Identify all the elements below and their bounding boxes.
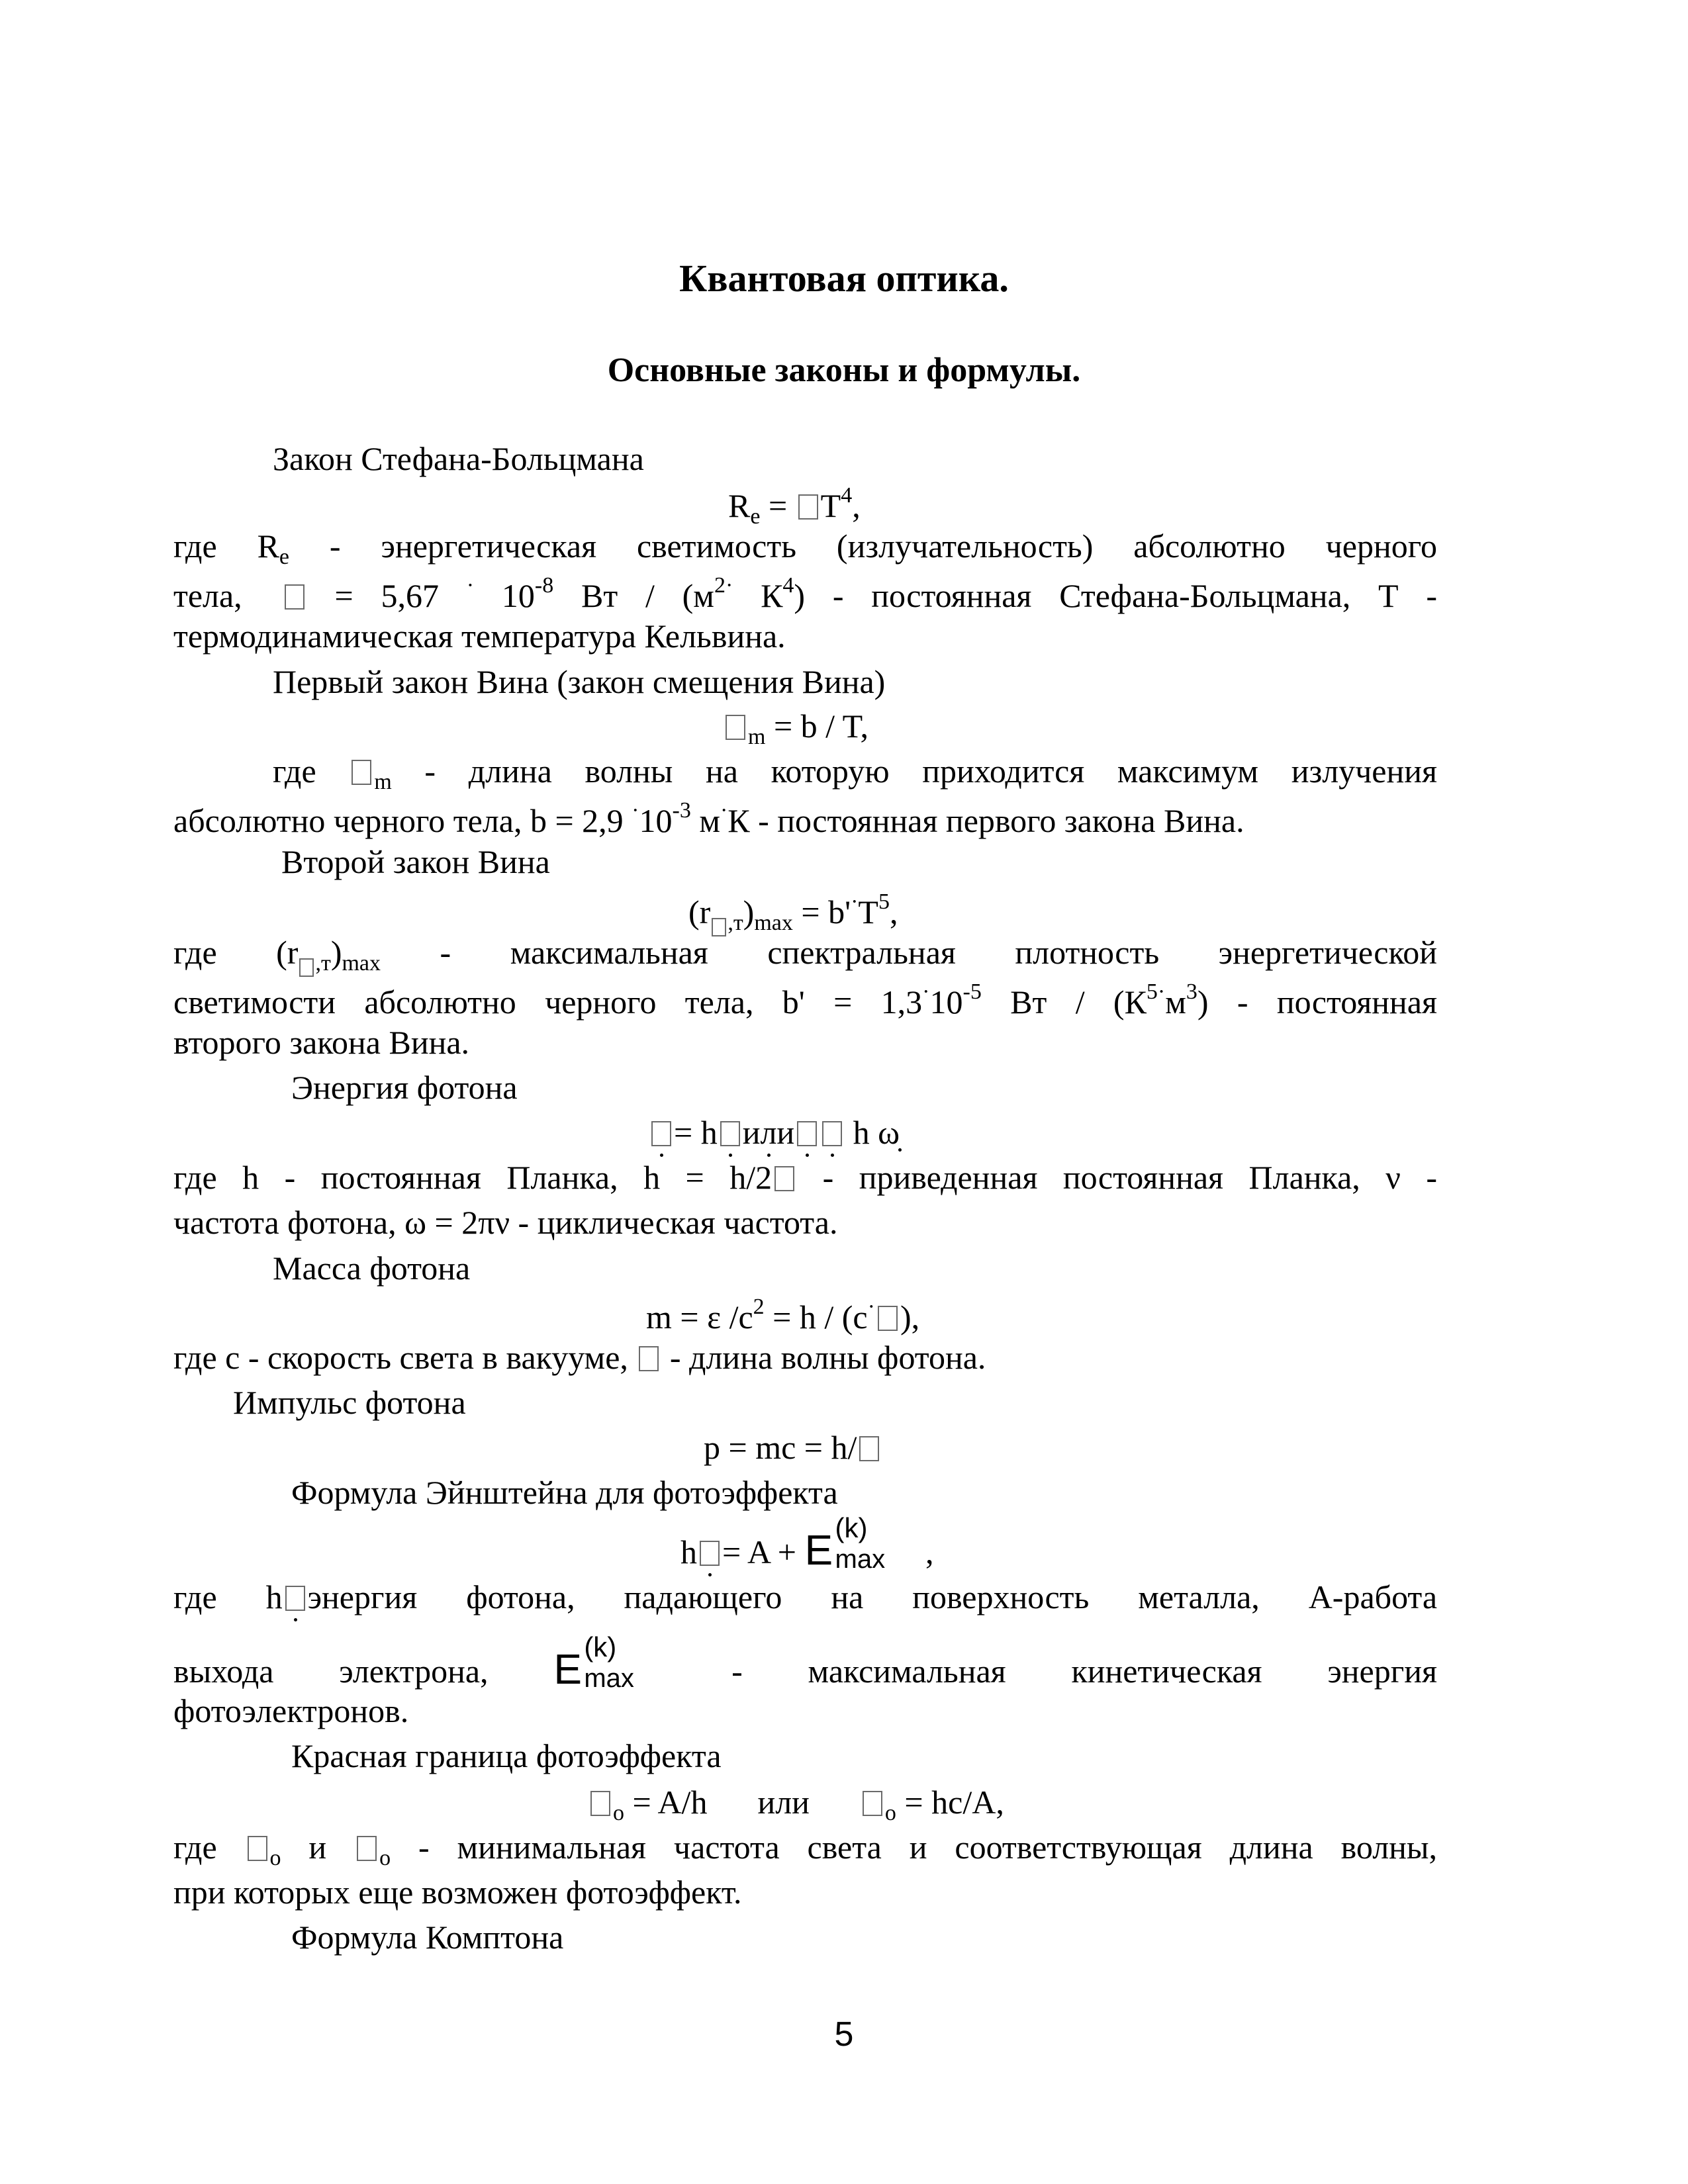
formula-photon-energy: = h или h ω [649, 1116, 900, 1149]
law-compton-name: Формула Комптона [291, 1919, 564, 1956]
law-wien-second-name: Второй закон Вина [281, 843, 550, 880]
missing-glyph-nu [700, 1541, 720, 1566]
paragraph-line: тела, = 5,67 · $10^{-8}$ Вт / ($м^{2\cdot}$ $К^4$) - постоянная Стефана-Больцмана, Т - [173, 573, 1438, 614]
law-wien-first-name: Первый закон Вина (закон смещения Вина) [273, 663, 886, 700]
formula-photon-momentum: p = mc = h/ [704, 1431, 882, 1464]
paragraph-line: светимости абсолютно черного тела, $b' = 1,3^\cdot 10^{-5}$ Вт / $(К^{5\cdot}м^3)$ - постоянная [173, 979, 1437, 1021]
e-max-kinetic-symbol: E (k) max [804, 1512, 886, 1574]
paragraph-line: где h энергия фотона, падающего на поверхность металла, А-работа [173, 1578, 1438, 1615]
missing-glyph-epsilon [651, 1121, 671, 1146]
missing-glyph-nu [590, 1791, 610, 1816]
law-photon-mass-name: Масса фотона [273, 1250, 471, 1287]
missing-glyph-lambda [357, 1836, 377, 1861]
formula-einstein-photoeffect: h = A + E (k) max , [680, 1512, 934, 1574]
law-einstein-photoeffect-name: Формула Эйнштейна для фотоэффекта [291, 1474, 838, 1511]
page-number: 5 [834, 2015, 854, 2054]
paragraph-line: абсолютно черного тела, b = 2,9 $^\cdot 10^{-3}$ м·К - постоянная первого закона Вина. [173, 798, 1244, 839]
missing-glyph-lambda [863, 1791, 882, 1816]
missing-glyph-sigma [285, 584, 305, 610]
missing-glyph-nu [720, 1121, 740, 1146]
paragraph-line: частота фотона, ω = 2πν - циклическая частота. [173, 1204, 838, 1241]
missing-glyph-lambda [352, 760, 371, 785]
paragraph-line: при которых еще возможен фотоэффект. [173, 1874, 742, 1911]
paragraph-line: где h - постоянная Планка, h = h/2 - приведенная постоянная Планка, ν - [173, 1159, 1437, 1196]
paragraph-line: где $_m$ - длина волны на которую приходится максимум излучения [273, 752, 1438, 794]
paragraph-line: термодинамическая температура Кельвина. [173, 617, 786, 655]
paragraph-line: выхода электрона, E (k) max - максимальная кинетическая энергия [173, 1631, 1438, 1693]
law-stefan-boltzmann-name: Закон Стефана-Больцмана [273, 440, 644, 477]
formula-photon-mass: m = ε $/c^2 = h / (c^\cdot$ ), [646, 1295, 920, 1336]
paragraph-line: где c - скорость света в вакууме, - длина волны фотона. [173, 1339, 986, 1376]
missing-glyph-lambda [878, 1306, 898, 1331]
law-photon-momentum-name: Импульс фотона [233, 1384, 466, 1421]
e-max-kinetic-symbol: E (k) max [553, 1631, 634, 1693]
law-photon-energy-name: Энергия фотона [291, 1069, 518, 1106]
missing-glyph-lambda [859, 1436, 879, 1461]
law-red-limit-name: Красная граница фотоэффекта [291, 1737, 722, 1774]
paragraph-line: фотоэлектронов. [173, 1692, 409, 1729]
missing-glyph-lambda [726, 715, 745, 740]
paragraph-line: где $_o$ и $_o$ - минимальная частота света и соответствующая длина волны, [173, 1829, 1438, 1870]
missing-glyph-pi [774, 1166, 794, 1191]
missing-glyph-equals [822, 1121, 842, 1146]
missing-glyph-epsilon [797, 1121, 817, 1146]
formula-wien-second: (r $_{,т})_{max} = b'^\cdot T^5$, [688, 889, 898, 935]
missing-glyph-nu [285, 1586, 305, 1611]
paragraph-line: где $R_e$ - энергетическая светимость (излучательность) абсолютно черного [173, 527, 1438, 569]
missing-glyph-lambda [639, 1346, 659, 1371]
paragraph-line: где (r $_{,т})_{max}$ - максимальная спектральная плотность энергетической [173, 934, 1437, 976]
page-title: Квантовая оптика. [679, 257, 1009, 300]
missing-glyph-lambda [299, 958, 314, 977]
missing-glyph-sigma [798, 494, 818, 520]
missing-glyph-nu [248, 1836, 267, 1861]
section-subtitle: Основные законы и формулы. [607, 351, 1081, 389]
formula-red-limit: $_o$ = A/h или $_o$ = hc/A, [588, 1786, 1004, 1825]
formula-wien-first: $_m$ = b / T, [723, 709, 868, 749]
paragraph-line: второго закона Вина. [173, 1024, 470, 1061]
formula-stefan-boltzmann: $R_e = T^4$, [728, 483, 861, 529]
